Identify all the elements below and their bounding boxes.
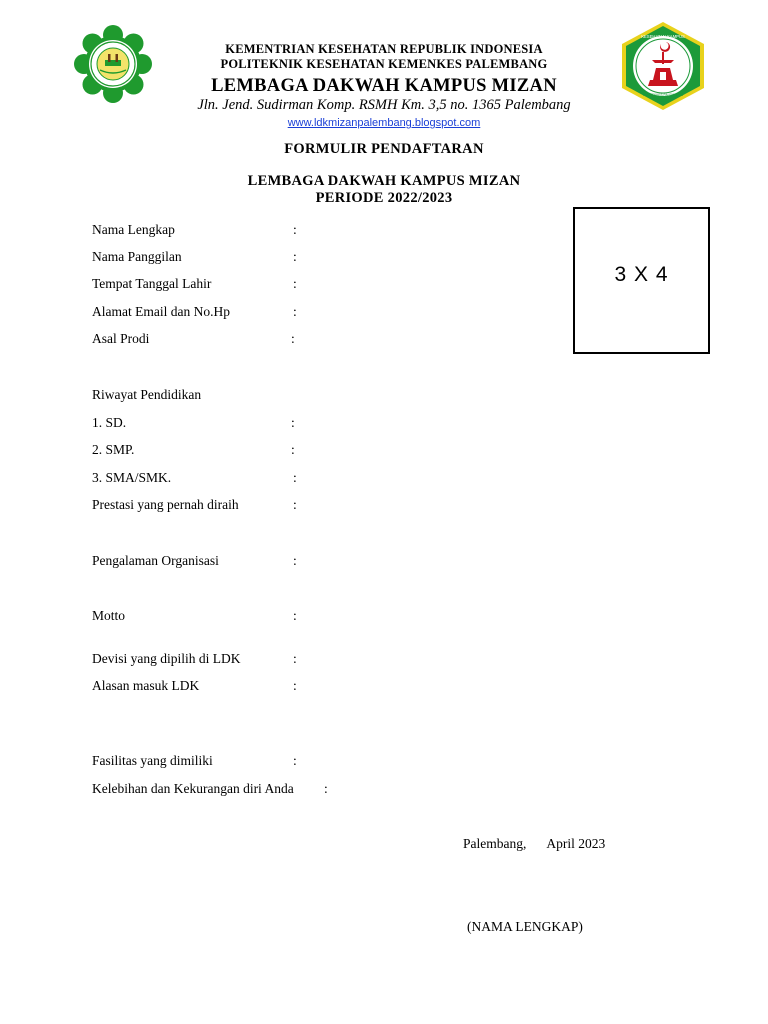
ldk-mizan-logo xyxy=(618,20,708,112)
field-colon: : xyxy=(293,753,297,768)
date-text: April 2023 xyxy=(546,836,606,851)
photo-size-label: 3 X 4 xyxy=(614,263,669,286)
field-colon: : xyxy=(293,553,297,568)
field-label-motto: Motto xyxy=(92,608,126,623)
field-colon: : xyxy=(291,442,295,457)
field-colon: : xyxy=(293,651,297,666)
form-subtitle xyxy=(0,173,768,207)
field-colon: : xyxy=(293,678,297,693)
field-colon: : xyxy=(293,470,297,485)
field-colon: : xyxy=(291,415,295,430)
field-colon: : xyxy=(293,304,297,319)
subtitle-org: LEMBAGA DAKWAH KAMPUS MIZAN xyxy=(247,173,521,189)
field-colon: : xyxy=(293,276,297,291)
field-colon: : xyxy=(293,497,297,512)
field-label-email-hp: Alamat Email dan No.Hp xyxy=(92,304,230,319)
field-colon: : xyxy=(291,331,295,346)
field-label-organisasi: Pengalaman Organisasi xyxy=(92,553,219,568)
field-label-fasilitas: Fasilitas yang dimiliki xyxy=(92,753,213,768)
subtitle-period: PERIODE 2022/2023 xyxy=(315,190,453,206)
field-colon: : xyxy=(324,781,328,796)
field-label-kelebihan: Kelebihan dan Kekurangan diri Anda xyxy=(92,781,294,796)
right-logo-bottom-text: POLITEKKES PALEMBANG xyxy=(642,93,684,97)
field-colon: : xyxy=(293,249,297,264)
form-title: FORMULIR PENDAFTARAN xyxy=(284,141,484,157)
field-label-smp: 2. SMP. xyxy=(92,442,135,457)
field-label-sma: 3. SMA/SMK. xyxy=(92,470,172,485)
place-text: Palembang, xyxy=(463,836,527,851)
letterhead xyxy=(168,42,600,131)
field-label-ttl: Tempat Tanggal Lahir xyxy=(92,276,212,291)
field-label-nama-panggilan: Nama Panggilan xyxy=(92,249,182,264)
organization-name: LEMBAGA DAKWAH KAMPUS MIZAN xyxy=(211,76,557,96)
section-riwayat-pendidikan: Riwayat Pendidikan xyxy=(92,387,202,402)
poltekkes-logo xyxy=(72,24,154,104)
field-label-nama-lengkap: Nama Lengkap xyxy=(92,222,175,237)
right-logo-top-text: KESEHATAN KAMPUS xyxy=(641,34,685,39)
signature-placeholder: (NAMA LENGKAP) xyxy=(467,919,583,934)
field-colon: : xyxy=(293,608,297,623)
website-link[interactable]: www.ldkmizanpalembang.blogspot.com xyxy=(287,117,481,129)
ministry-line: KEMENTRIAN KESEHATAN REPUBLIK INDONESIA xyxy=(225,42,543,56)
institution-line: POLITEKNIK KESEHATAN KEMENKES PALEMBANG xyxy=(220,57,548,71)
field-label-sd: 1. SD. xyxy=(92,415,127,430)
field-label-prestasi: Prestasi yang pernah diraih xyxy=(92,497,239,512)
address-line: Jln. Jend. Sudirman Komp. RSMH Km. 3,5 no. 1365 Palembang xyxy=(197,97,571,113)
field-colon: : xyxy=(293,222,297,237)
photo-box xyxy=(573,207,710,354)
field-label-asal-prodi: Asal Prodi xyxy=(92,331,150,346)
place-date xyxy=(463,836,605,852)
field-label-devisi: Devisi yang dipilih di LDK xyxy=(92,651,241,666)
field-label-alasan: Alasan masuk LDK xyxy=(92,678,200,693)
